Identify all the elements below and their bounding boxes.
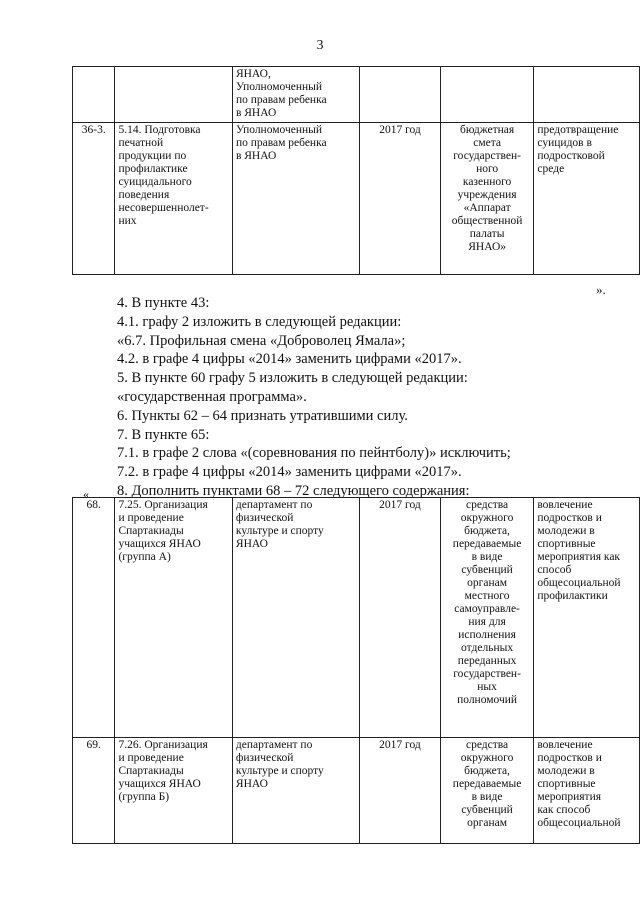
cell-line: ЯНАО bbox=[235, 778, 268, 790]
cell-line: Уполномоченный bbox=[235, 124, 323, 136]
cell-line: спортивные bbox=[537, 538, 596, 550]
cell-line: палаты bbox=[469, 228, 505, 240]
cell-line: передаваемые bbox=[452, 538, 522, 550]
cell-line: отдельных bbox=[461, 642, 514, 654]
deadline: 2017 год bbox=[360, 738, 441, 844]
cell-line: молодежи в bbox=[537, 765, 595, 777]
cell-line: Спартакиады bbox=[118, 525, 184, 537]
table-row bbox=[73, 498, 640, 738]
cell-line: подростков и bbox=[537, 752, 602, 764]
expected-result bbox=[534, 498, 640, 738]
table-row bbox=[73, 738, 640, 844]
cell-line: в ЯНАО bbox=[235, 107, 277, 119]
instruction-line: 8. Дополнить пунктами 68 – 72 следующего содержания: bbox=[117, 482, 470, 499]
executor bbox=[232, 498, 359, 738]
measures-table-bottom bbox=[72, 497, 640, 844]
cell-line: физической bbox=[235, 512, 294, 524]
cell-line: 7.26. Организация bbox=[118, 739, 208, 751]
cell-line: культуре и спорту bbox=[235, 765, 324, 777]
cell-line: департамент по bbox=[235, 739, 313, 751]
cell-line: исполнения bbox=[458, 629, 516, 641]
cell-line: физической bbox=[235, 752, 294, 764]
funding-source bbox=[440, 498, 534, 738]
measure-name bbox=[115, 123, 232, 275]
table-row bbox=[73, 67, 640, 123]
executor bbox=[232, 67, 359, 123]
funding-source bbox=[440, 738, 534, 844]
instruction-line: 7.2. в графе 4 цифры «2014» заменить цифрами «2017». bbox=[117, 464, 462, 481]
deadline: 2017 год bbox=[360, 123, 441, 275]
cell-line: в виде bbox=[471, 791, 503, 803]
cell-line: департамент по bbox=[235, 499, 313, 511]
cell-line: мероприятия как bbox=[537, 551, 621, 563]
deadline: 2017 год bbox=[360, 498, 441, 738]
expected-result bbox=[534, 123, 640, 275]
cell-line: полномочий bbox=[457, 694, 518, 706]
instruction-line: 6. Пункты 62 – 64 признать утратившими силу. bbox=[117, 407, 408, 424]
cell-line: учащихся ЯНАО bbox=[118, 538, 201, 550]
cell-line: подростков и bbox=[537, 512, 602, 524]
cell-line: профилактике bbox=[118, 163, 188, 175]
cell-line: спортивные bbox=[537, 778, 596, 790]
instruction-line: «государственная программа». bbox=[117, 388, 307, 405]
cell-line: молодежи в bbox=[537, 525, 595, 537]
cell-line: органам bbox=[467, 577, 507, 589]
cell-line: них bbox=[118, 215, 137, 227]
cell-line: вовлечение bbox=[537, 739, 593, 751]
cell-line: передаваемые bbox=[452, 778, 522, 790]
expected-result bbox=[534, 67, 640, 123]
cell-line: ного bbox=[476, 163, 499, 175]
cell-line: общесоциальной bbox=[537, 577, 621, 589]
cell-line: окружного bbox=[460, 512, 514, 524]
cell-line: суицидального bbox=[118, 176, 192, 188]
measure-name bbox=[115, 67, 232, 123]
cell-line: в виде bbox=[471, 551, 503, 563]
cell-line: профилактики bbox=[537, 590, 608, 602]
cell-line: ЯНАО» bbox=[468, 241, 506, 253]
cell-line: ных bbox=[477, 681, 497, 693]
cell-line: смета bbox=[473, 137, 501, 149]
cell-line: субвенций bbox=[461, 804, 513, 816]
cell-line: учреждения bbox=[457, 189, 517, 201]
cell-line: государствен- bbox=[453, 668, 521, 680]
funding-source bbox=[440, 67, 534, 123]
cell-line: как способ bbox=[537, 804, 591, 816]
cell-line: продукции по bbox=[118, 150, 187, 162]
opening-quote: « bbox=[83, 487, 89, 501]
closing-quote: ». bbox=[596, 282, 606, 297]
expected-result bbox=[534, 738, 640, 844]
executor bbox=[232, 738, 359, 844]
cell-line: поведения bbox=[118, 189, 170, 201]
cell-line: по правам ребенка bbox=[235, 137, 327, 149]
cell-line: и проведение bbox=[118, 752, 184, 764]
instruction-line: «6.7. Профильная смена «Доброволец Ямала»; bbox=[117, 332, 406, 349]
amendment-instructions bbox=[117, 294, 511, 501]
row-number: 69. bbox=[73, 738, 115, 844]
cell-line: мероприятия bbox=[537, 791, 602, 803]
cell-line: бюджетная bbox=[460, 124, 515, 136]
cell-line: средства bbox=[465, 499, 509, 511]
cell-line: Спартакиады bbox=[118, 765, 184, 777]
cell-line: по правам ребенка bbox=[235, 94, 327, 106]
cell-line: в ЯНАО bbox=[235, 150, 277, 162]
cell-line: (группа Б) bbox=[118, 791, 170, 803]
row-number: 36-3. bbox=[73, 123, 115, 275]
instruction-line: 4. В пункте 43: bbox=[117, 295, 210, 311]
funding-source bbox=[440, 123, 534, 275]
table-row bbox=[73, 123, 640, 275]
measures-table-top bbox=[72, 66, 640, 275]
cell-line: учащихся ЯНАО bbox=[118, 778, 201, 790]
cell-line: казенного bbox=[462, 176, 512, 188]
cell-line: (группа А) bbox=[118, 551, 171, 563]
measure-name bbox=[115, 498, 232, 738]
cell-line: несовершеннолет- bbox=[118, 202, 209, 214]
cell-line: и проведение bbox=[118, 512, 184, 524]
instruction-line: 4.2. в графе 4 цифры «2014» заменить цифрами «2017». bbox=[117, 351, 462, 368]
instruction-line: 5. В пункте 60 графу 5 изложить в следующей редакции: bbox=[117, 370, 468, 387]
row-number bbox=[73, 67, 115, 123]
instruction-line: 7. В пункте 65: bbox=[117, 426, 210, 443]
cell-line: способ bbox=[537, 564, 572, 576]
instruction-line: 7.1. в графе 2 слова «(соревнования по пейнтболу)» исключить; bbox=[117, 445, 511, 462]
cell-line: вовлечение bbox=[537, 499, 593, 511]
cell-line: государствен- bbox=[453, 150, 521, 162]
cell-line: бюджета, bbox=[464, 765, 510, 777]
cell-line: ЯНАО bbox=[235, 538, 268, 550]
cell-line: ния для bbox=[468, 616, 506, 628]
cell-line: подростковой bbox=[537, 150, 605, 162]
cell-line: окружного bbox=[460, 752, 514, 764]
cell-line: ЯНАО, bbox=[235, 68, 271, 80]
cell-line: Уполномоченный bbox=[235, 81, 323, 93]
cell-line: переданных bbox=[457, 655, 517, 667]
instruction-line: 4.1. графу 2 изложить в следующей редакции: bbox=[117, 313, 402, 330]
cell-line: бюджета, bbox=[464, 525, 510, 537]
cell-line: местного bbox=[464, 590, 510, 602]
deadline bbox=[360, 67, 441, 123]
row-number: 68. bbox=[73, 498, 115, 738]
cell-line: средства bbox=[465, 739, 509, 751]
cell-line: органам bbox=[467, 817, 507, 829]
cell-line: печатной bbox=[118, 137, 164, 149]
cell-line: общественной bbox=[451, 215, 523, 227]
cell-line: общесоциальной bbox=[537, 817, 621, 829]
cell-line: 7.25. Организация bbox=[118, 499, 208, 511]
cell-line: самоуправле- bbox=[454, 603, 520, 615]
page-number: 3 bbox=[316, 38, 324, 53]
cell-line: субвенций bbox=[461, 564, 513, 576]
measure-name bbox=[115, 738, 232, 844]
cell-line: 5.14. Подготовка bbox=[118, 124, 201, 136]
cell-line: предотвращение bbox=[537, 124, 619, 136]
cell-line: среде bbox=[537, 163, 565, 175]
cell-line: культуре и спорту bbox=[235, 525, 324, 537]
cell-line: «Аппарат bbox=[463, 202, 511, 214]
cell-line: суицидов в bbox=[537, 137, 592, 149]
executor bbox=[232, 123, 359, 275]
